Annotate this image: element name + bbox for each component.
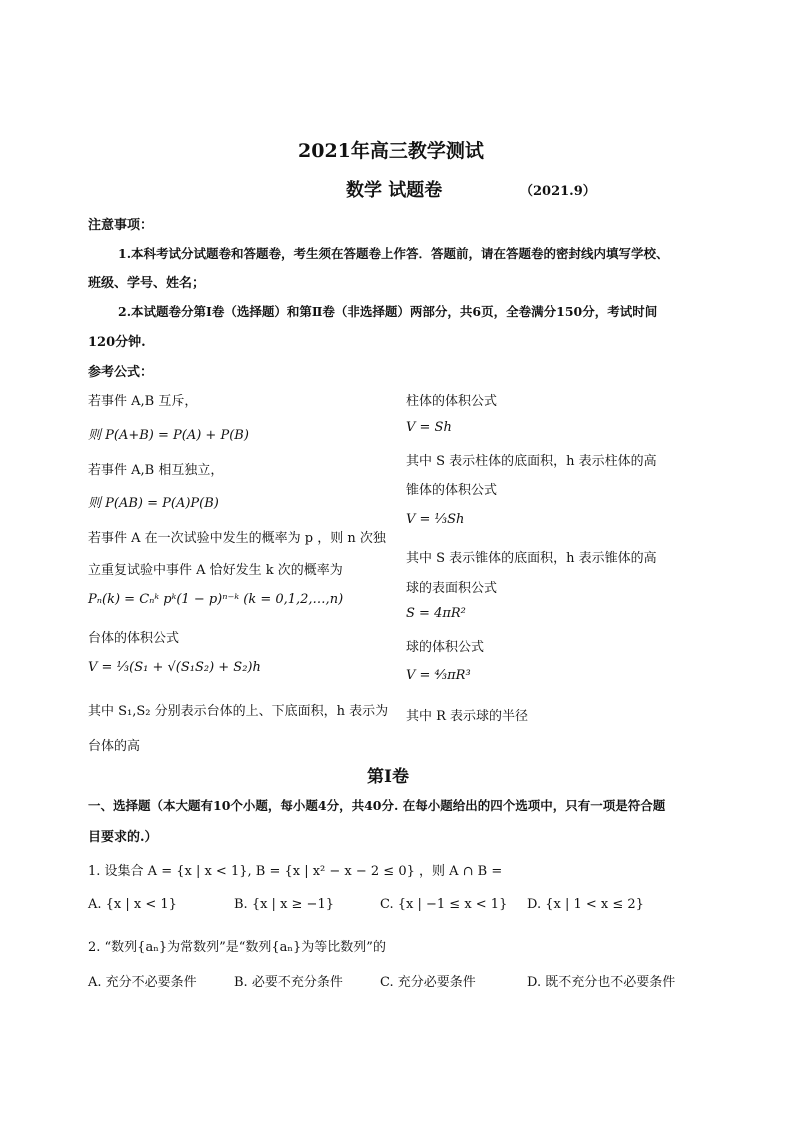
- question-2-stem: 2. “数列{aₙ}为常数列”是“数列{aₙ}为等比数列”的: [88, 940, 386, 955]
- formula-right-0: 柱体的体积公式: [406, 394, 498, 409]
- question-1-option-b: B. {x | x ≥ −1}: [234, 897, 334, 912]
- question-1-option-a: A. {x | x < 1}: [88, 897, 177, 912]
- notice-heading: 注意事项：: [88, 218, 154, 233]
- formula-left-5: 立重复试验中事件 A 恰好发生 k 次的概率为: [88, 563, 343, 578]
- question-2-option-d: D. 既不充分也不必要条件: [527, 975, 676, 990]
- exam-title: 2021年高三教学测试: [298, 140, 484, 162]
- formula-left-2: 若事件 A,B 相互独立，: [88, 463, 224, 478]
- formula-left-9: 其中 S₁,S₂ 分别表示台体的上、下底面积，h 表示为: [88, 704, 389, 719]
- formula-left-8: V = ⅓(S₁ + √(S₁S₂) + S₂)h: [88, 660, 261, 675]
- question-2-option-b: B. 必要不充分条件: [234, 975, 343, 990]
- formula-right-8: 球的体积公式: [406, 640, 485, 655]
- formula-right-7: S = 4πR²: [406, 606, 466, 621]
- formula-right-4: V = ⅓Sh: [406, 512, 465, 527]
- notice-item2-line1: 2.本试题卷分第Ⅰ卷（选择题）和第Ⅱ卷（非选择题）两部分，共6页，全卷满分150分，考试时间: [118, 304, 658, 319]
- question-2-option-c: C. 充分必要条件: [380, 975, 476, 990]
- formula-left-4: 若事件 A 在一次试验中发生的概率为 p ，则 n 次独: [88, 531, 386, 546]
- formula-left-6: Pₙ(k) = Cₙᵏ pᵏ(1 − p)ⁿ⁻ᵏ (k = 0,1,2,…,n): [88, 592, 344, 607]
- section-instruction-line1: 一、选择题（本大题有10个小题，每小题4分，共40分. 在每小题给出的四个选项中，只有一项是符合题: [88, 798, 666, 813]
- formula-right-2: 其中 S 表示柱体的底面积，h 表示柱体的高: [406, 454, 657, 469]
- formula-right-3: 锥体的体积公式: [406, 483, 498, 498]
- question-2-option-a: A. 充分不必要条件: [88, 975, 197, 990]
- formula-right-9: V = ⁴⁄₃πR³: [406, 668, 471, 683]
- formula-left-1: 则 P(A+B) = P(A) + P(B): [88, 428, 249, 443]
- exam-date: （2021.9）: [520, 184, 596, 199]
- notice-item1-line1: 1.本科考试分试题卷和答题卷，考生须在答题卷上作答．答题前，请在答题卷的密封线内填写学校、: [118, 246, 669, 261]
- formula-right-5: 其中 S 表示锥体的底面积，h 表示锥体的高: [406, 551, 657, 566]
- section-instruction-line2: 目要求的.）: [88, 830, 158, 845]
- formula-left-3: 则 P(AB) = P(A)P(B): [88, 496, 219, 511]
- formula-right-6: 球的表面积公式: [406, 581, 498, 596]
- notice-item1-line2: 班级、学号、姓名；: [88, 276, 206, 291]
- question-1-option-c: C. {x | −1 ≤ x < 1}: [380, 897, 508, 912]
- formulas-heading: 参考公式：: [88, 365, 154, 380]
- notice-item2-line2: 120分钟.: [88, 335, 146, 350]
- formula-right-1: V = Sh: [406, 420, 452, 435]
- exam-subtitle: 数学 试题卷: [346, 180, 443, 201]
- formula-right-10: 其中 R 表示球的半径: [406, 709, 529, 724]
- formula-left-10: 台体的高: [88, 739, 141, 754]
- formula-left-0: 若事件 A,B 互斥，: [88, 394, 198, 409]
- question-1-stem: 1. 设集合 A = {x | x < 1}, B = {x | x² − x − 2 ≤ 0} ，则 A ∩ B =: [88, 864, 503, 879]
- section-title: 第Ⅰ卷: [367, 767, 409, 787]
- formula-left-7: 台体的体积公式: [88, 631, 180, 646]
- question-1-option-d: D. {x | 1 < x ≤ 2}: [527, 897, 644, 912]
